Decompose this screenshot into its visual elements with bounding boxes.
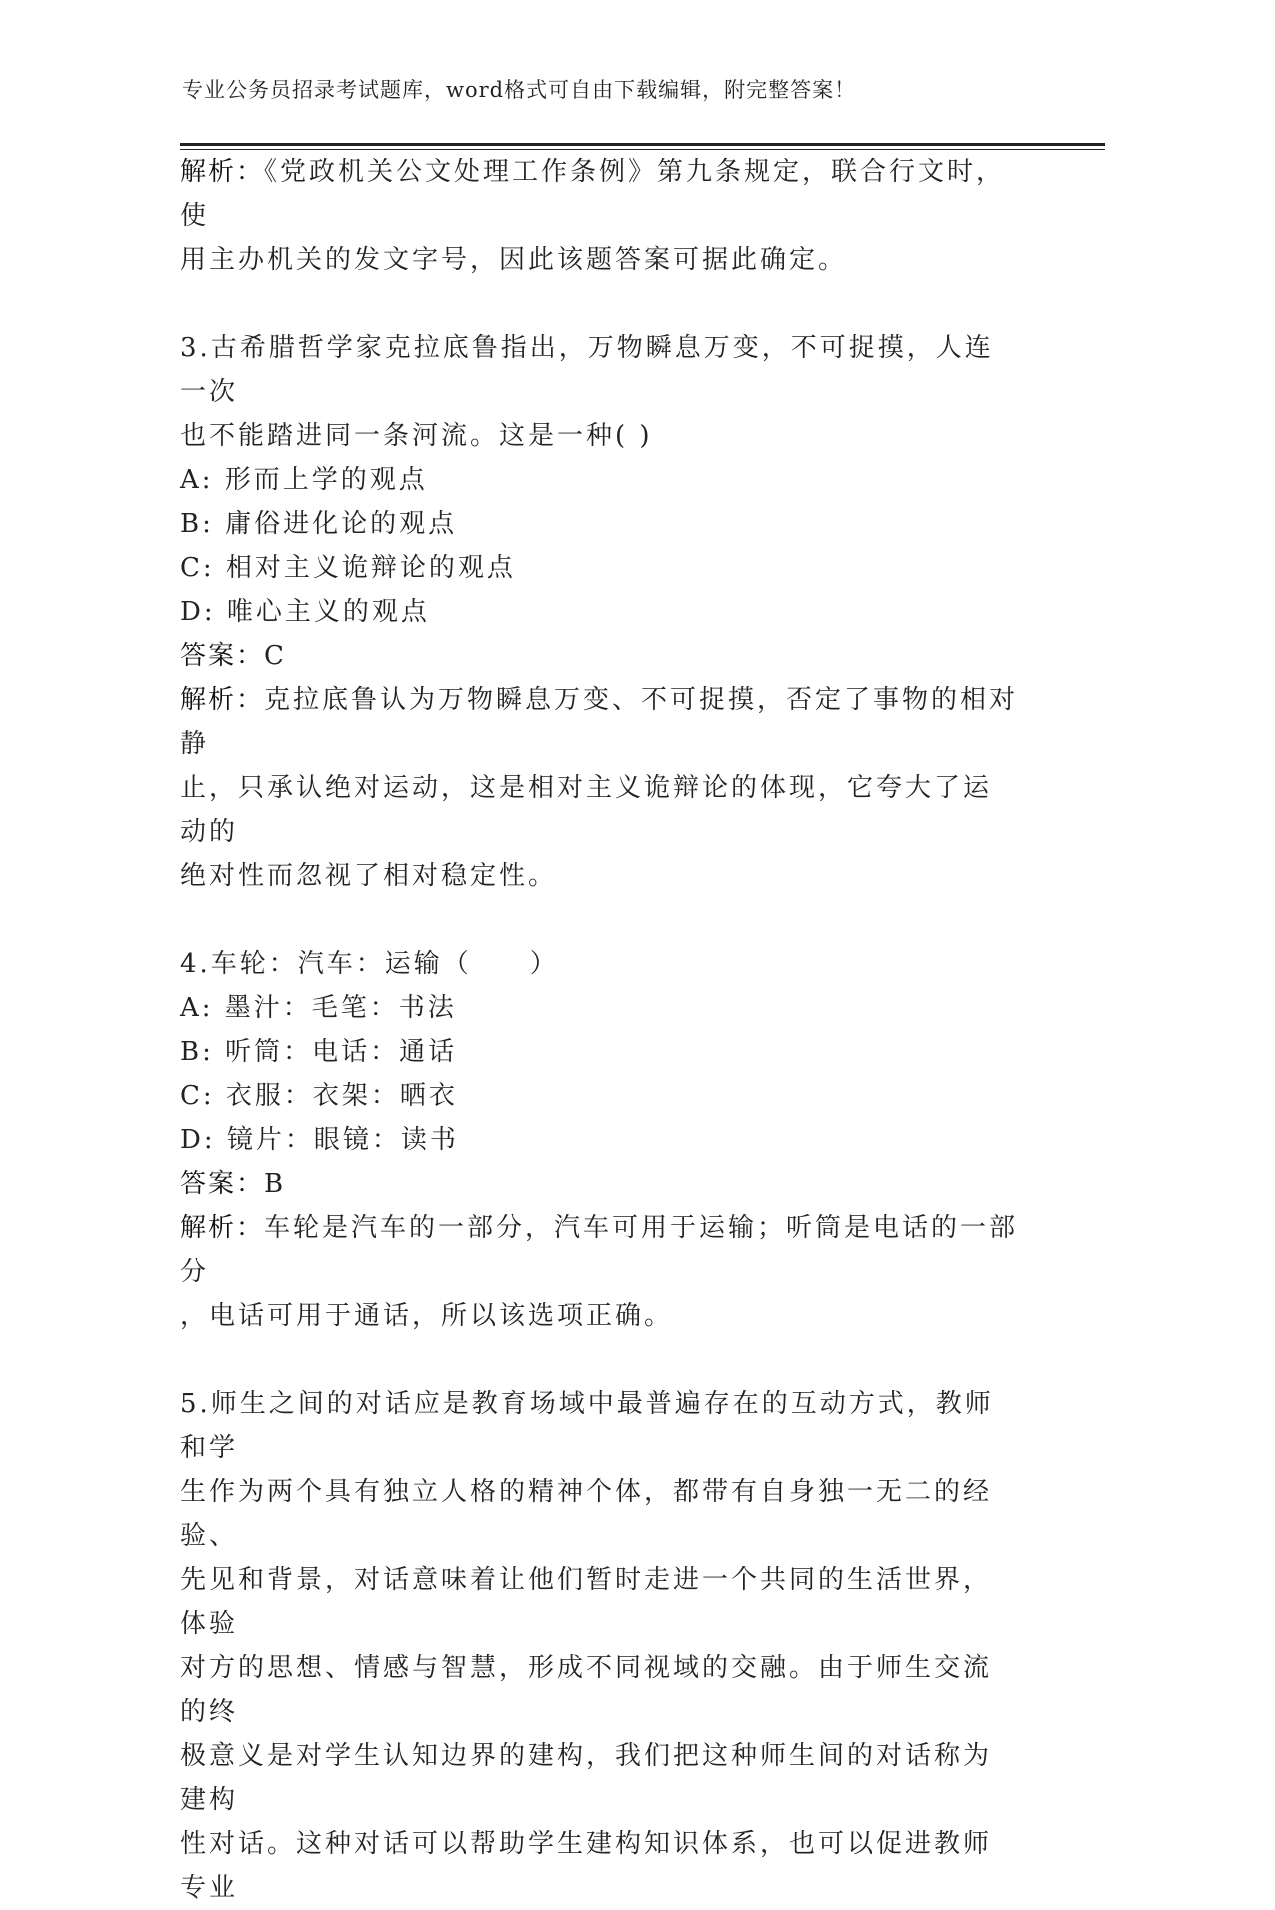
q5-stem-line-4: 对方的思想、情感与智慧，形成不同视域的交融。由于师生交流的终 <box>180 1653 993 1727</box>
q2-analysis-line-1: 《党政机关公文处理工作条例》第九条规定，联合行文时，使 <box>180 157 1006 231</box>
q3-option-c: C: 相对主义诡辩论的观点 <box>180 553 516 583</box>
q4-option-c: C: 衣服：衣架：晒衣 <box>180 1081 458 1111</box>
question-3 <box>180 326 1020 898</box>
q3-stem-line-1: 3.古希腊哲学家克拉底鲁指出，万物瞬息万变，不可捉摸，人连一次 <box>180 333 994 407</box>
analysis-label: 解析： <box>180 157 265 187</box>
q3-analysis-line-1: 克拉底鲁认为万物瞬息万变、不可捉摸，否定了事物的相对静 <box>180 685 1019 759</box>
spacer <box>180 898 1020 942</box>
analysis-label: 解析： <box>180 1213 265 1243</box>
spacer <box>180 282 1020 326</box>
q3-analysis-line-3: 绝对性而忽视了相对稳定性。 <box>180 861 558 891</box>
answer-label: 答案： <box>180 1169 265 1199</box>
q4-answer-value: B <box>264 1169 287 1199</box>
header-divider-thick <box>180 143 1105 146</box>
answer-label: 答案： <box>180 641 265 671</box>
q2-analysis <box>180 150 1020 282</box>
q4-stem-line-1: 4.车轮：汽车：运输（ ） <box>180 949 559 979</box>
q5-stem-line-5: 极意义是对学生认知边界的建构，我们把这种师生间的对话称为建构 <box>180 1741 993 1815</box>
q3-analysis-line-2: 止，只承认绝对运动，这是相对主义诡辩论的体现，它夸大了运动的 <box>180 773 993 847</box>
q4-option-a: A: 墨汁：毛笔：书法 <box>180 993 457 1023</box>
q3-stem-line-2: 也不能踏进同一条河流。这是一种( ) <box>180 421 653 451</box>
q4-option-b: B: 听筒：电话：通话 <box>180 1037 458 1067</box>
q5-stem-line-3: 先见和背景，对话意味着让他们暂时走进一个共同的生活世界，体验 <box>180 1565 993 1639</box>
q3-option-a: A: 形而上学的观点 <box>180 465 428 495</box>
q4-analysis-line-2: ，电话可用于通话，所以该选项正确。 <box>180 1301 674 1331</box>
question-5 <box>180 1382 1020 1910</box>
q4-answer <box>180 1162 1020 1206</box>
q5-stem-line-2: 生作为两个具有独立人格的精神个体，都带有自身独一无二的经验、 <box>180 1477 993 1551</box>
document-body <box>180 150 1020 1910</box>
spacer <box>180 1338 1020 1382</box>
q3-option-b: B: 庸俗进化论的观点 <box>180 509 458 539</box>
page-header-text: 专业公务员招录考试题库，word格式可自由下载编辑，附完整答案！ <box>182 78 857 102</box>
q3-answer-value: C <box>264 641 287 671</box>
q3-answer <box>180 634 1020 678</box>
q5-stem-line-1: 5.师生之间的对话应是教育场域中最普遍存在的互动方式，教师和学 <box>180 1389 994 1463</box>
q2-analysis-line-2: 用主办机关的发文字号，因此该题答案可据此确定。 <box>180 245 848 275</box>
q3-option-d: D: 唯心主义的观点 <box>180 597 430 627</box>
q5-stem-line-6: 性对话。这种对话可以帮助学生建构知识体系，也可以促进教师专业 <box>180 1829 993 1903</box>
analysis-label: 解析： <box>180 685 265 715</box>
q4-analysis-line-1: 车轮是汽车的一部分，汽车可用于运输；听筒是电话的一部分 <box>180 1213 1019 1287</box>
question-4 <box>180 942 1020 1338</box>
q4-option-d: D: 镜片：眼镜：读书 <box>180 1125 459 1155</box>
